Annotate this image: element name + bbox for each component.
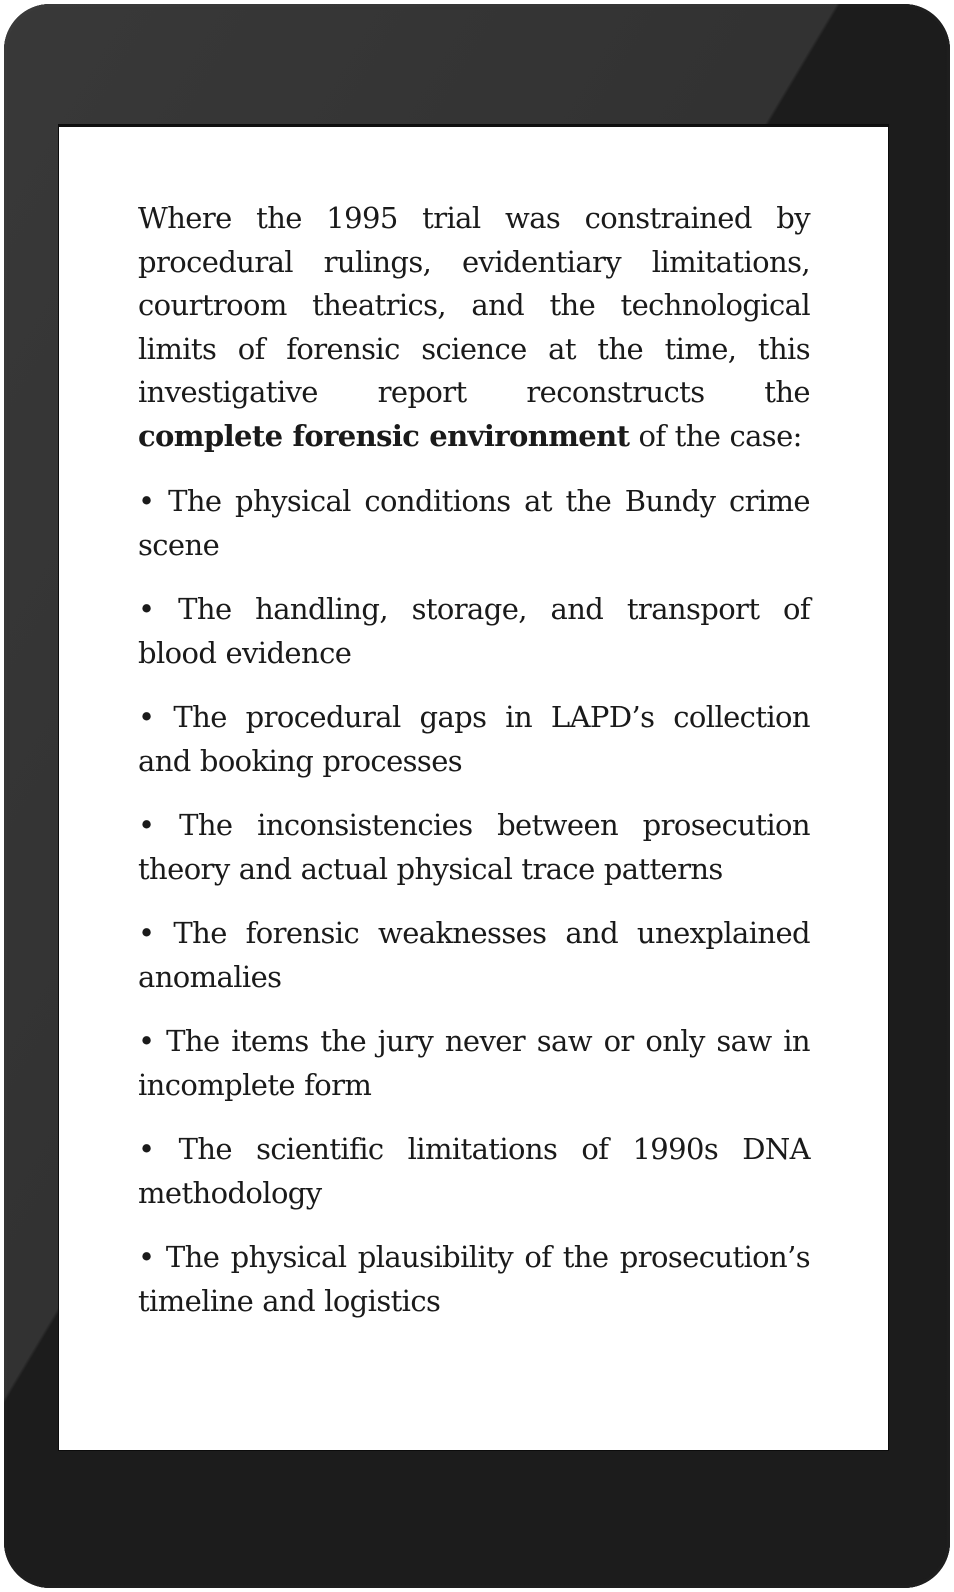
bullet-item-2: • The handling, storage, and transport of blood evidence [138, 592, 810, 670]
bullet-item-1: • The physical conditions at the Bundy crime scene [138, 484, 810, 562]
bullet-item-5: • The forensic weaknesses and unexplained anomalies [138, 916, 810, 994]
bullet-item-7: • The scientific limitations of 1990s DNA methodology [138, 1132, 810, 1210]
reader-screen[interactable] [59, 125, 888, 1450]
intro-paragraph [138, 197, 810, 458]
book-page [138, 197, 810, 1344]
bullet-item-3: • The procedural gaps in LAPD’s collection and booking processes [138, 700, 810, 778]
bullet-item-8: • The physical plausibility of the prosecution’s timeline and logistics [138, 1240, 810, 1318]
bullet-item-6: • The items the jury never saw or only saw in incomplete form [138, 1024, 810, 1102]
intro-text-after: of the case: [629, 418, 802, 453]
intro-bold-phrase: complete forensic environment [138, 418, 630, 453]
bullet-item-4: • The inconsistencies between prosecution theory and actual physical trace patterns [138, 808, 810, 886]
ereader-device [4, 4, 950, 1588]
intro-text-before: Where the 1995 trial was constrained by procedural rulings, evidentiary limitations, courtroom theatrics, and the technological limits of forensic science at the time, this investigative report reconstructs the [138, 201, 810, 409]
